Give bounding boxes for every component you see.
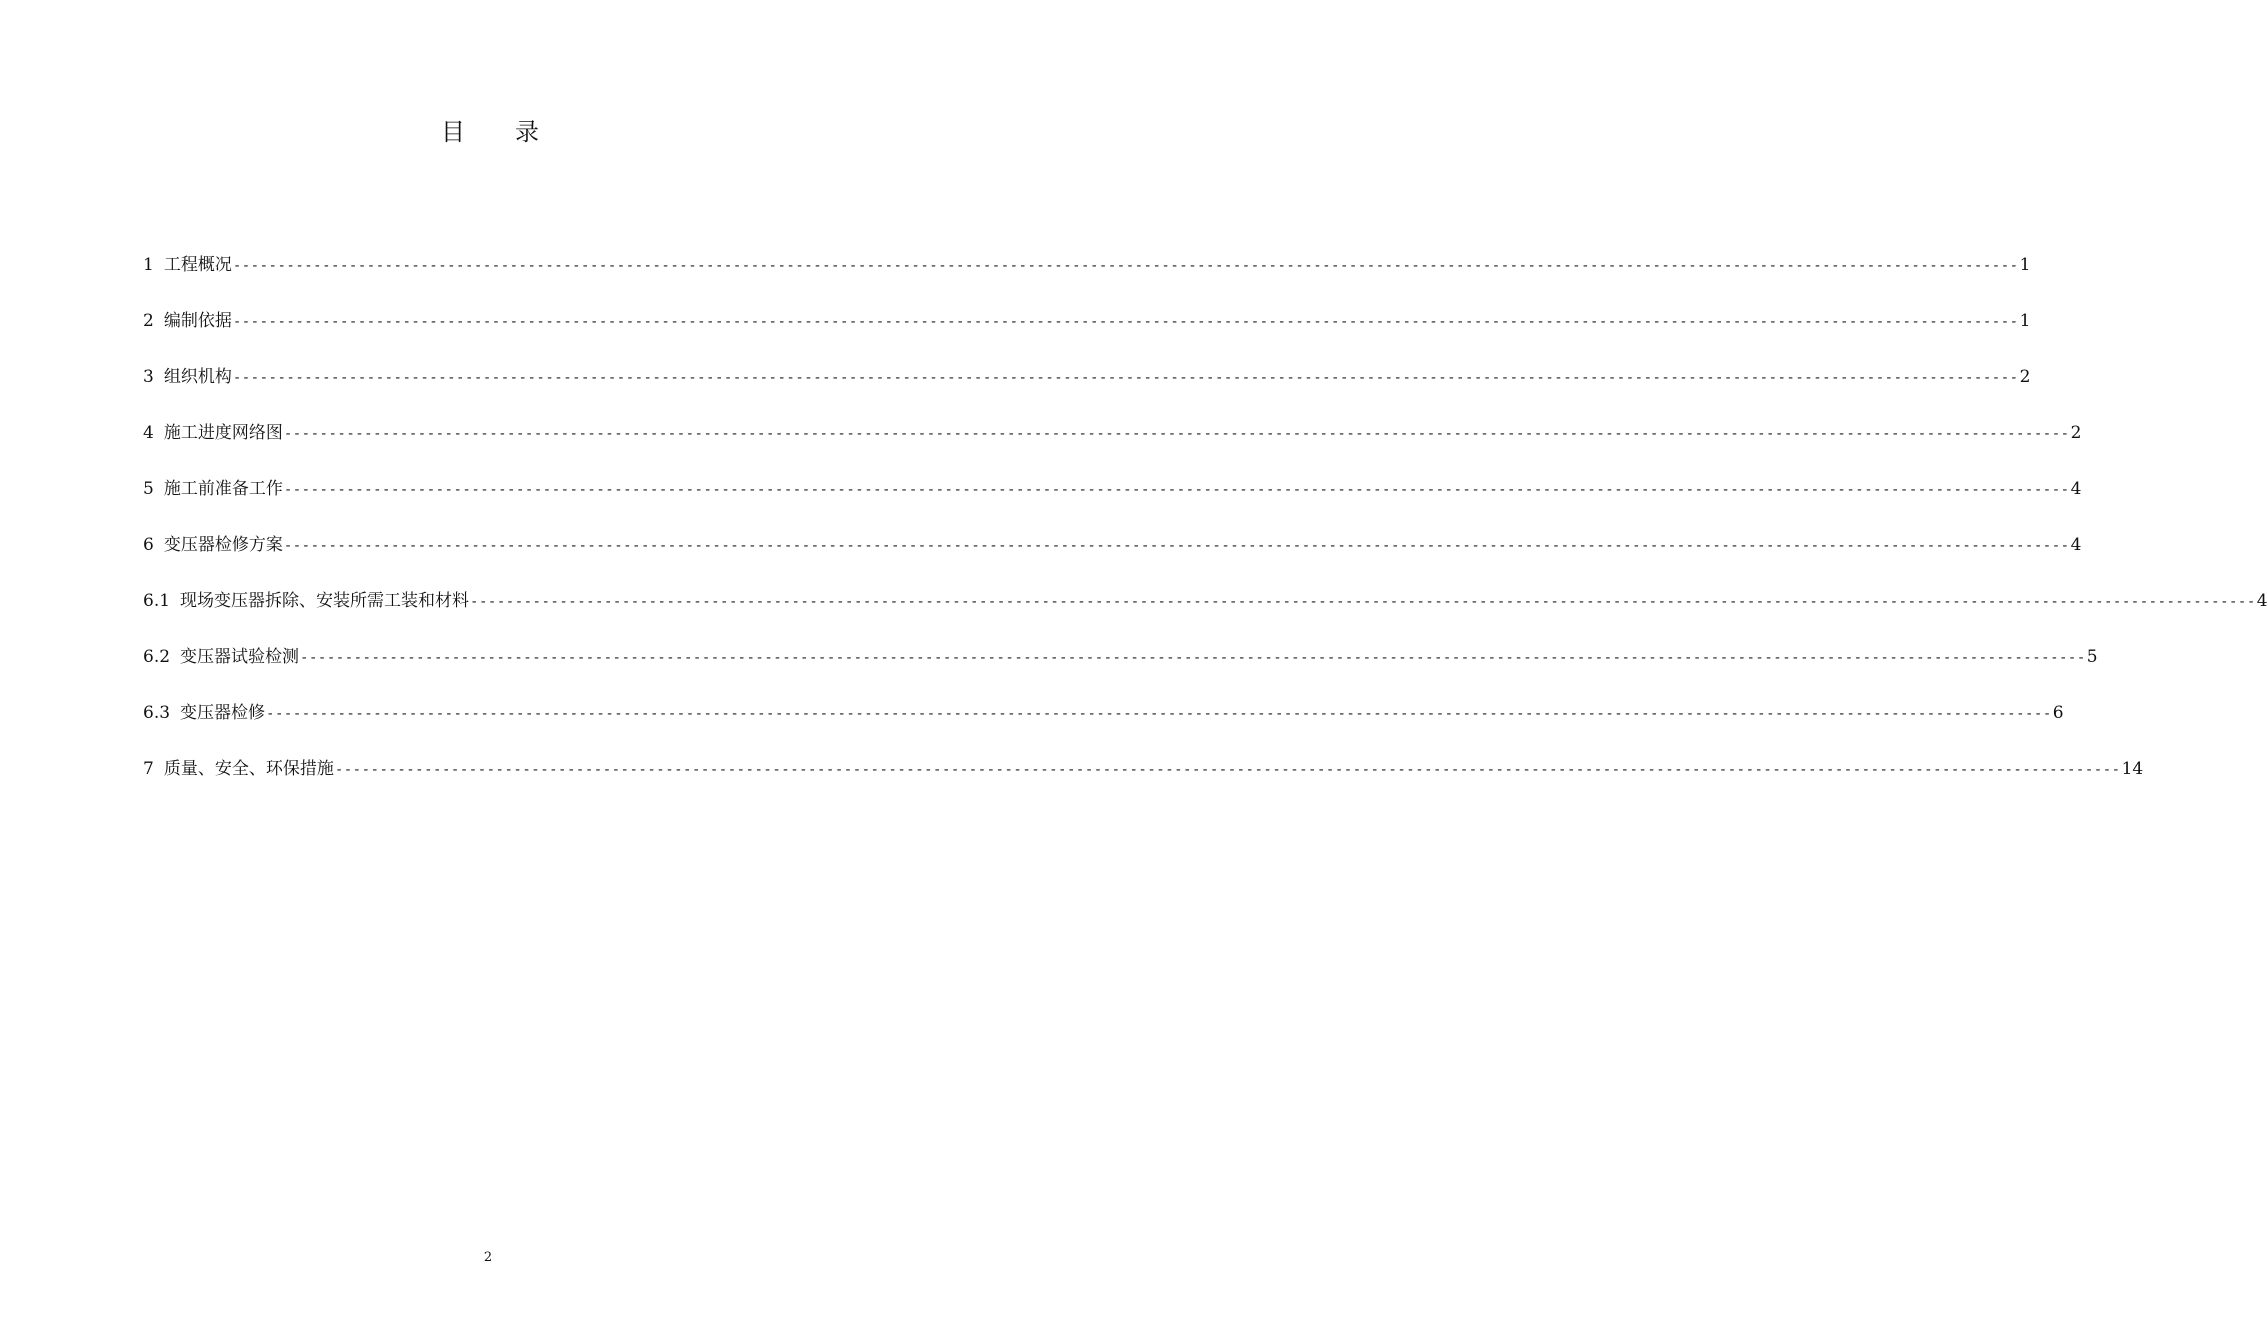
- toc-entry-number: 6.1: [143, 591, 171, 611]
- toc-entry[interactable]: [143, 533, 2082, 589]
- toc-entry[interactable]: [143, 757, 2144, 813]
- toc-entry-number: 6.2: [143, 647, 171, 667]
- toc-entry-number: 6: [143, 535, 154, 555]
- toc-dot-leader: --------------------------------------------------------------------------------------------------------------------------------------------------------------------------------------------------------: [283, 426, 2070, 442]
- toc-entry[interactable]: [143, 701, 2064, 757]
- toc-entry-label: 现场变压器拆除、安装所需工装和材料: [180, 591, 470, 611]
- toc-entry-page: 1: [2019, 311, 2031, 331]
- toc-entry[interactable]: [143, 645, 2098, 701]
- page-number: 2: [483, 1250, 493, 1265]
- toc-entry-page: 5: [2086, 647, 2098, 667]
- toc-dot-leader: --------------------------------------------------------------------------------------------------------------------------------------------------------------------------------------------------------: [266, 706, 2052, 722]
- toc-dot-leader: --------------------------------------------------------------------------------------------------------------------------------------------------------------------------------------------------------: [232, 258, 2019, 274]
- toc-entry-page: 1: [2019, 255, 2031, 275]
- toc-entry[interactable]: [143, 477, 2082, 533]
- toc-entry-page: 2: [2019, 367, 2031, 387]
- toc-entry-number: 3: [143, 367, 154, 387]
- toc-entry-page: 4: [2256, 591, 2268, 611]
- page-title: [0, 112, 980, 147]
- toc-entry[interactable]: [143, 421, 2082, 477]
- toc-entry-page: 2: [2070, 423, 2082, 443]
- toc-entry[interactable]: [143, 253, 2031, 309]
- toc-entry-label: 变压器检修方案: [163, 535, 283, 555]
- title-char-2: 录: [515, 118, 539, 146]
- toc-entry-number: 6.3: [143, 703, 171, 723]
- toc-entry-page: 6: [2052, 703, 2064, 723]
- toc-entry-label: 施工进度网络图: [163, 423, 283, 443]
- toc-entry[interactable]: [143, 365, 2031, 421]
- toc-entry-label: 编制依据: [163, 311, 232, 331]
- toc-dot-leader: --------------------------------------------------------------------------------------------------------------------------------------------------------------------------------------------------------: [283, 482, 2070, 498]
- toc-entry-label: 变压器试验检测: [180, 647, 300, 667]
- toc-entry-page: 4: [2070, 535, 2082, 555]
- toc-entry-label: 工程概况: [163, 255, 232, 275]
- toc-dot-leader: --------------------------------------------------------------------------------------------------------------------------------------------------------------------------------------------------------: [334, 762, 2121, 778]
- toc-entry-number: 7: [143, 759, 154, 779]
- toc-entry-number: 1: [143, 255, 154, 275]
- toc-entry-number: 2: [143, 311, 154, 331]
- toc-entry-page: 4: [2070, 479, 2082, 499]
- toc-entry-label: 质量、安全、环保措施: [163, 759, 334, 779]
- title-char-1: 目: [441, 118, 465, 146]
- table-of-contents: [143, 253, 2268, 813]
- toc-entry-label: 组织机构: [163, 367, 232, 387]
- toc-entry-label: 施工前准备工作: [163, 479, 283, 499]
- toc-entry[interactable]: [143, 309, 2031, 365]
- toc-dot-leader: --------------------------------------------------------------------------------------------------------------------------------------------------------------------------------------------------------: [300, 650, 2086, 666]
- toc-entry[interactable]: [143, 589, 2268, 645]
- toc-dot-leader: --------------------------------------------------------------------------------------------------------------------------------------------------------------------------------------------------------: [283, 538, 2070, 554]
- toc-dot-leader: --------------------------------------------------------------------------------------------------------------------------------------------------------------------------------------------------------: [232, 314, 2019, 330]
- toc-entry-number: 5: [143, 479, 154, 499]
- toc-dot-leader: --------------------------------------------------------------------------------------------------------------------------------------------------------------------------------------------------------: [470, 594, 2256, 610]
- toc-entry-label: 变压器检修: [180, 703, 266, 723]
- toc-entry-number: 4: [143, 423, 154, 443]
- toc-dot-leader: --------------------------------------------------------------------------------------------------------------------------------------------------------------------------------------------------------: [232, 370, 2019, 386]
- toc-entry-page: 14: [2121, 759, 2144, 779]
